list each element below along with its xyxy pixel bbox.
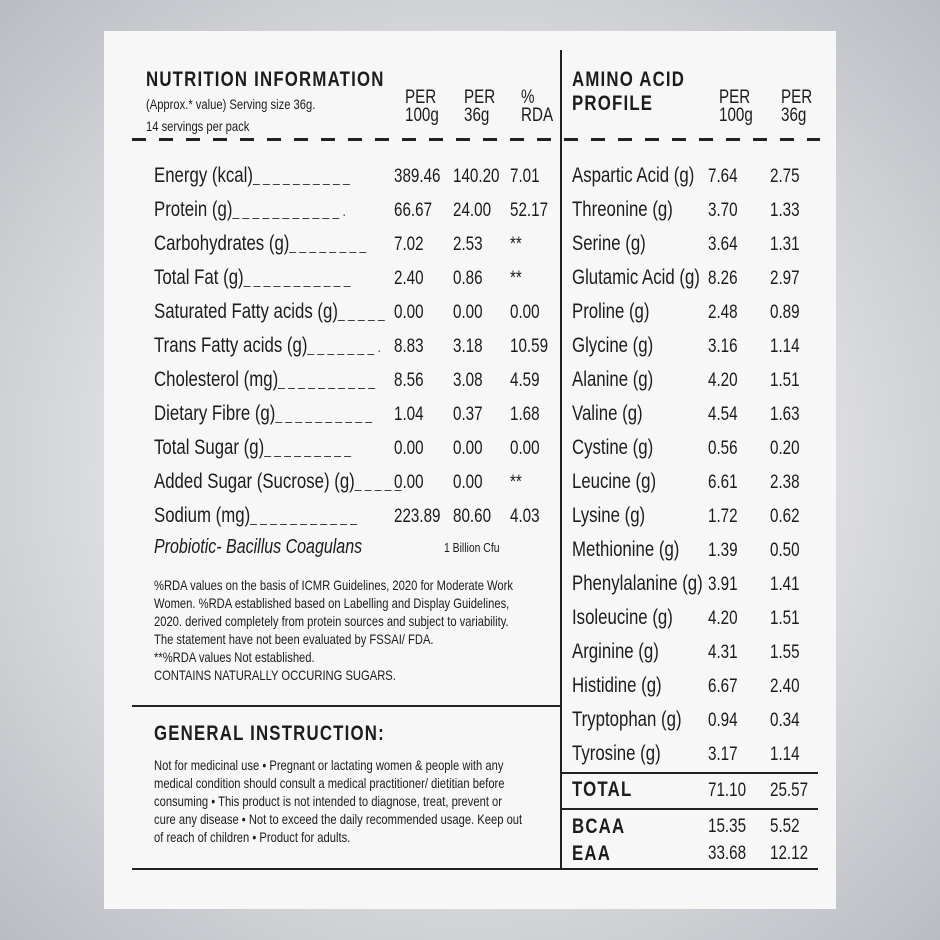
nutrient-name: Protein (g): [154, 198, 233, 221]
total-top-rule: [562, 772, 818, 774]
amino-per100: [708, 438, 745, 460]
nutrient-per100: [394, 302, 431, 324]
nutrient-per100-text: 0.00: [394, 472, 424, 493]
probiotic-label: [154, 536, 414, 559]
amino-name-text: Cystine (g): [572, 436, 654, 459]
amino-per100-text: 0.56: [708, 438, 738, 459]
nutrient-per36: [453, 302, 490, 324]
amino-name: [572, 402, 660, 426]
amino-per36: [770, 370, 807, 392]
amino-per36-text: 0.50: [770, 540, 800, 561]
amino-per36: [770, 472, 807, 494]
nutrient-per100: [394, 200, 442, 222]
amino-per36: [770, 676, 807, 698]
nutrient-label: [154, 232, 366, 256]
amino-per100: [708, 404, 745, 426]
note-line-text: CONTAINS NATURALLY OCCURING SUGARS.: [154, 667, 396, 683]
amino-title-line2: [572, 92, 674, 116]
amino-per100: [708, 642, 745, 664]
col-header-rda-text: % RDA: [520, 87, 553, 126]
nutrient-per100-text: 0.00: [394, 438, 424, 459]
bcaa-per36: [770, 816, 807, 838]
nutrient-per36-text: 3.08: [453, 370, 483, 391]
note-line: [154, 649, 355, 665]
amino-name-text: Tryptophan (g): [572, 708, 682, 731]
nutrition-row-name: [154, 436, 400, 460]
amino-name-text: Isoleucine (g): [572, 606, 673, 629]
instruction-line-text: consuming • This product is not intended to diagnose, treat, prevent or: [154, 793, 503, 809]
nutrient-per36-text: 0.00: [453, 302, 483, 323]
amino-per36-text: 0.89: [770, 302, 800, 323]
nutrient-per100-text: 389.46: [394, 166, 441, 187]
amino-per100-text: 7.64: [708, 166, 738, 187]
nutrient-per100: [394, 336, 431, 358]
instruction-line-text: cure any disease • Not to exceed the daily recommended usage. Keep out: [154, 811, 523, 827]
header-dashed-divider: [132, 138, 820, 141]
note-line: [154, 613, 597, 629]
amino-name-text: Tyrosine (g): [572, 742, 661, 765]
amino-per36: [770, 166, 807, 188]
amino-per36: [770, 642, 807, 664]
nutrient-per100-text: 8.83: [394, 336, 424, 357]
amino-per36-text: 1.51: [770, 608, 800, 629]
nutrient-rda-text: 0.00: [510, 438, 540, 459]
instruction-line-text: Not for medicinal use • Pregnant or lactating women & people with any: [154, 757, 504, 773]
amino-per36-text: 0.34: [770, 710, 800, 731]
amino-name-text: Alanine (g): [572, 368, 654, 391]
bcaa-per100-text: 15.35: [708, 816, 747, 837]
amino-per100: [708, 166, 745, 188]
amino-per100: [708, 574, 745, 596]
nutrient-per36-text: 24.00: [453, 200, 492, 221]
amino-per36: [770, 200, 807, 222]
nutrient-label: [154, 300, 385, 324]
amino-per36-text: 2.75: [770, 166, 800, 187]
amino-per100: [708, 336, 745, 358]
leader-dashes: _ _ _ _ _ _ _ .: [307, 339, 381, 356]
amino-name: [572, 368, 674, 392]
instruction-line: [154, 793, 589, 809]
amino-per36: [770, 540, 807, 562]
amino-per36: [770, 404, 807, 426]
nutrient-rda: [510, 472, 525, 494]
nutrient-rda-text: 52.17: [510, 200, 549, 221]
nutrient-rda-text: **: [510, 268, 522, 289]
nutrient-label: [154, 164, 350, 188]
nutrient-per100: [394, 438, 431, 460]
amino-name-text: Proline (g): [572, 300, 650, 323]
amino-name: [572, 300, 669, 324]
bcaa-per100: [708, 816, 756, 838]
nutrient-per36-text: 0.00: [453, 438, 483, 459]
col-header-rda: [510, 71, 561, 125]
nutrient-per100: [394, 268, 431, 290]
bcaa-label: [572, 815, 639, 839]
amino-per36: [770, 574, 807, 596]
amino-per36-text: 2.40: [770, 676, 800, 697]
nutrient-per100: [394, 166, 452, 188]
amino-per36: [770, 302, 807, 324]
amino-per100: [708, 540, 745, 562]
amino-name-text: Lysine (g): [572, 504, 646, 527]
amino-per100-text: 4.54: [708, 404, 738, 425]
instructions-title-text: GENERAL INSTRUCTION:: [154, 722, 385, 745]
nutrient-label: [154, 504, 357, 528]
amino-per100-text: 4.20: [708, 370, 738, 391]
nutrient-per36-text: 0.37: [453, 404, 483, 425]
amino-per100-text: 3.16: [708, 336, 738, 357]
amino-name: [572, 538, 706, 562]
nutrient-rda-text: **: [510, 472, 522, 493]
amino-title-line1: [572, 68, 713, 92]
amino-per36: [770, 268, 807, 290]
amino-name-text: Glycine (g): [572, 334, 654, 357]
instruction-line: [154, 811, 614, 827]
nutrient-per100: [394, 506, 452, 528]
total-label-text: TOTAL: [572, 778, 633, 801]
column-divider: [560, 50, 562, 870]
leader-dashes: _ _ _ _ _ _ _ _ _ _: [252, 169, 350, 186]
total-bottom-rule: [562, 808, 818, 810]
amino-per100-text: 3.64: [708, 234, 738, 255]
nutrient-rda: [510, 302, 547, 324]
amino-name: [572, 436, 674, 460]
note-line-text: Women. %RDA established based on Labelling and Display Guidelines,: [154, 595, 510, 611]
probiotic-label-text: Probiotic- Bacillus Coagulans: [154, 536, 363, 558]
amino-per36-text: 1.33: [770, 200, 800, 221]
nutrient-rda: [510, 200, 558, 222]
amino-name-text: Methionine (g): [572, 538, 680, 561]
note-line-text: %RDA values on the basis of ICMR Guidelines, 2020 for Moderate Work: [154, 577, 513, 593]
nutrient-name: Dietary Fibre (g): [154, 402, 276, 425]
bcaa-label-text: BCAA: [572, 815, 626, 838]
nutrition-title-text: NUTRITION INFORMATION: [146, 68, 385, 91]
nutrient-per36: [453, 268, 490, 290]
nutrient-per100-text: 7.02: [394, 234, 424, 255]
amino-per36-text: 1.31: [770, 234, 800, 255]
total-per36-text: 25.57: [770, 780, 809, 801]
nutrient-label: [154, 368, 375, 392]
amino-per100: [708, 472, 745, 494]
amino-per100-text: 2.48: [708, 302, 738, 323]
total-label: [572, 778, 648, 802]
nutrient-per36: [453, 166, 511, 188]
nutrient-per36-text: 2.53: [453, 234, 483, 255]
amino-per100: [708, 234, 745, 256]
amino-col-header-per36-text: PER 36g: [780, 87, 812, 126]
amino-name: [572, 198, 698, 222]
nutrient-per100-text: 2.40: [394, 268, 424, 289]
amino-per100: [708, 302, 745, 324]
instructions-title: [154, 722, 443, 746]
nutrient-per36-text: 140.20: [453, 166, 500, 187]
amino-per36-text: 0.20: [770, 438, 800, 459]
col-header-per36: [453, 71, 503, 125]
nutrient-name: Saturated Fatty acids (g): [154, 300, 338, 323]
amino-per36-text: 1.41: [770, 574, 800, 595]
amino-per36-text: 1.51: [770, 370, 800, 391]
note-line: [154, 577, 603, 593]
nutrient-rda: [510, 336, 558, 358]
note-line: [154, 595, 598, 611]
amino-name-text: Leucine (g): [572, 470, 657, 493]
nutrient-rda: [510, 268, 525, 290]
amino-per36: [770, 506, 807, 528]
eaa-per100-text: 33.68: [708, 843, 747, 864]
note-line-text: 2020. derived completely from protein sources and subject to variability.: [154, 613, 509, 629]
notes-divider: [132, 705, 560, 707]
nutrient-name: Cholesterol (mg): [154, 368, 279, 391]
amino-name-text: Glutamic Acid (g): [572, 266, 700, 289]
amino-per36: [770, 336, 807, 358]
leader-dashes: _ _ _ _ _ _ _ _ _ _ _ .: [232, 203, 346, 220]
bcaa-per36-text: 5.52: [770, 816, 800, 837]
nutrient-per100-text: 223.89: [394, 506, 441, 527]
leader-dashes: _ _ _ _ _: [337, 305, 385, 322]
nutrient-per36: [453, 234, 490, 256]
amino-per100: [708, 268, 745, 290]
amino-per100: [708, 370, 745, 392]
nutrient-label: [154, 334, 381, 358]
nutrient-name: Trans Fatty acids (g): [154, 334, 308, 357]
nutrient-per36: [453, 200, 501, 222]
note-line: [154, 631, 503, 647]
instruction-line-text: of reach of children • Product for adults.: [154, 829, 351, 845]
probiotic-value: [444, 540, 513, 555]
amino-per36: [770, 234, 807, 256]
nutrient-rda-text: 1.68: [510, 404, 540, 425]
amino-name-text: Serine (g): [572, 232, 646, 255]
nutrient-per36: [453, 404, 490, 426]
amino-per100-text: 6.67: [708, 676, 738, 697]
nutrient-per100: [394, 472, 431, 494]
leader-dashes: _ _ _ _ _ _ _ _ _ _: [275, 407, 373, 424]
nutrition-subtitle-1: [146, 96, 358, 112]
amino-per36-text: 1.63: [770, 404, 800, 425]
nutrient-name: Energy (kcal): [154, 164, 253, 187]
amino-per100: [708, 506, 745, 528]
amino-col-header-per100-text: PER 100g: [718, 87, 753, 126]
amino-name-text: Threonine (g): [572, 198, 673, 221]
col-header-per100-text: PER 100g: [404, 87, 439, 126]
amino-name: [572, 334, 674, 358]
amino-name-text: Phenylalanine (g): [572, 572, 703, 595]
nutrient-label: [154, 266, 350, 290]
eaa-label: [572, 842, 621, 866]
amino-per100-text: 3.91: [708, 574, 738, 595]
nutrient-rda: [510, 234, 525, 256]
nutrient-per100-text: 0.00: [394, 302, 424, 323]
leader-dashes: _ _ _ _ _ _ _ _ _: [264, 441, 351, 458]
nutrient-per100: [394, 234, 431, 256]
amino-per36-text: 1.55: [770, 642, 800, 663]
amino-per100-text: 3.70: [708, 200, 738, 221]
amino-name: [572, 640, 681, 664]
amino-per36-text: 1.14: [770, 744, 800, 765]
col-header-per100: [394, 71, 447, 125]
leader-dashes: _ _ _ _ _ _ _ _: [289, 237, 367, 254]
nutrition-subtitle-1-text: (Approx.* value) Serving size 36g.: [146, 96, 316, 112]
probiotic-value-text: 1 Billion Cfu: [444, 540, 500, 555]
nutrient-rda-text: **: [510, 234, 522, 255]
amino-name-text: Arginine (g): [572, 640, 659, 663]
nutrient-label: [154, 402, 372, 426]
nutrient-name: Added Sugar (Sucrose) (g): [154, 470, 355, 493]
amino-per100: [708, 676, 745, 698]
nutrient-name: Carbohydrates (g): [154, 232, 290, 255]
nutrient-per36-text: 0.86: [453, 268, 483, 289]
amino-per100-text: 1.72: [708, 506, 738, 527]
nutrient-rda: [510, 166, 547, 188]
instruction-line: [154, 757, 591, 773]
eaa-label-text: EAA: [572, 842, 612, 865]
nutrient-label: [154, 436, 351, 460]
nutrient-per100: [394, 404, 431, 426]
amino-name: [572, 232, 664, 256]
instruction-line: [154, 829, 399, 845]
amino-name: [572, 674, 684, 698]
leader-dashes: _ _ _ _ _ _ _ _ _ _ _: [243, 271, 351, 288]
eaa-per100: [708, 843, 756, 865]
amino-name-text: Aspartic Acid (g): [572, 164, 695, 187]
amino-per100: [708, 710, 745, 732]
amino-per100-text: 3.17: [708, 744, 738, 765]
bottom-rule: [132, 868, 818, 870]
nutrition-row-name: [154, 164, 399, 188]
nutrient-rda-text: 0.00: [510, 302, 540, 323]
amino-per100-text: 0.94: [708, 710, 738, 731]
amino-per36: [770, 710, 807, 732]
nutrient-name: Sodium (mg): [154, 504, 251, 527]
amino-per100-text: 8.26: [708, 268, 738, 289]
nutrient-rda: [510, 438, 547, 460]
nutrient-rda: [510, 404, 547, 426]
nutrition-row-name: [154, 504, 408, 528]
amino-per36-text: 1.14: [770, 336, 800, 357]
nutrient-rda-text: 4.59: [510, 370, 540, 391]
nutrient-per36-text: 0.00: [453, 472, 483, 493]
total-per100: [708, 780, 756, 802]
leader-dashes: _ _ _ _ _ _ _ _ _ _: [278, 373, 375, 390]
amino-col-header-per100: [708, 71, 761, 125]
amino-per100: [708, 200, 745, 222]
col-header-per36-text: PER 36g: [463, 87, 495, 126]
amino-per100-text: 6.61: [708, 472, 738, 493]
nutrient-per36-text: 3.18: [453, 336, 483, 357]
amino-per36: [770, 438, 807, 460]
amino-per100: [708, 608, 745, 630]
note-line: [154, 667, 456, 683]
instruction-line: [154, 775, 592, 791]
amino-name-text: Valine (g): [572, 402, 643, 425]
nutrient-label: [154, 198, 346, 222]
note-line-text: The statement have not been evaluated by FSSAI/ FDA.: [154, 631, 434, 647]
nutrient-per36: [453, 438, 490, 460]
total-per100-text: 71.10: [708, 780, 747, 801]
nutrient-rda: [510, 506, 547, 528]
nutrient-per36-text: 80.60: [453, 506, 492, 527]
amino-per36-text: 0.62: [770, 506, 800, 527]
eaa-per36-text: 12.12: [770, 843, 809, 864]
nutrition-row-name: [154, 198, 394, 222]
amino-name: [572, 164, 725, 188]
leader-dashes: _ _ _ _ _ _ _ _ _ _ _: [250, 509, 357, 526]
amino-per36: [770, 608, 807, 630]
nutrient-per36: [453, 336, 490, 358]
instruction-line-text: medical condition should consult a medical practitioner/ dietitian before: [154, 775, 505, 791]
amino-per100-text: 4.31: [708, 642, 738, 663]
nutrient-rda-text: 7.01: [510, 166, 540, 187]
note-line-text: **%RDA values Not established.: [154, 649, 315, 665]
nutrient-per100: [394, 370, 431, 392]
amino-per36-text: 2.97: [770, 268, 800, 289]
nutrient-rda: [510, 370, 547, 392]
amino-name: [572, 504, 663, 528]
nutrition-row-name: [154, 232, 419, 256]
amino-name: [572, 742, 683, 766]
total-per36: [770, 780, 818, 802]
nutrition-subtitle-2: [146, 118, 275, 134]
nutrient-per36: [453, 472, 490, 494]
nutrient-per36: [453, 370, 490, 392]
nutrition-row-name: [154, 368, 430, 392]
nutrition-row-name: [154, 402, 427, 426]
amino-name-text: Histidine (g): [572, 674, 662, 697]
amino-name: [572, 708, 709, 732]
leader-dashes: _ _ _ _ _: [354, 475, 402, 492]
amino-per100-text: 4.20: [708, 608, 738, 629]
nutrient-per36: [453, 506, 501, 528]
nutrition-row-name: [154, 266, 400, 290]
nutrient-label: [154, 470, 401, 494]
nutrient-rda-text: 4.03: [510, 506, 540, 527]
amino-name: [572, 470, 677, 494]
nutrient-per100-text: 8.56: [394, 370, 424, 391]
amino-title-line1-text: AMINO ACID: [572, 68, 686, 91]
amino-per100-text: 1.39: [708, 540, 738, 561]
amino-col-header-per36: [770, 71, 820, 125]
eaa-per36: [770, 843, 818, 865]
nutrition-subtitle-2-text: 14 servings per pack: [146, 118, 250, 134]
amino-per100: [708, 744, 745, 766]
amino-per36-text: 2.38: [770, 472, 800, 493]
amino-title-line2-text: PROFILE: [572, 92, 654, 115]
nutrient-name: Total Sugar (g): [154, 436, 265, 459]
amino-name: [572, 606, 698, 630]
amino-per36: [770, 744, 807, 766]
nutrient-per100-text: 1.04: [394, 404, 424, 425]
nutrient-name: Total Fat (g): [154, 266, 244, 289]
nutrient-rda-text: 10.59: [510, 336, 549, 357]
nutrient-per100-text: 66.67: [394, 200, 433, 221]
